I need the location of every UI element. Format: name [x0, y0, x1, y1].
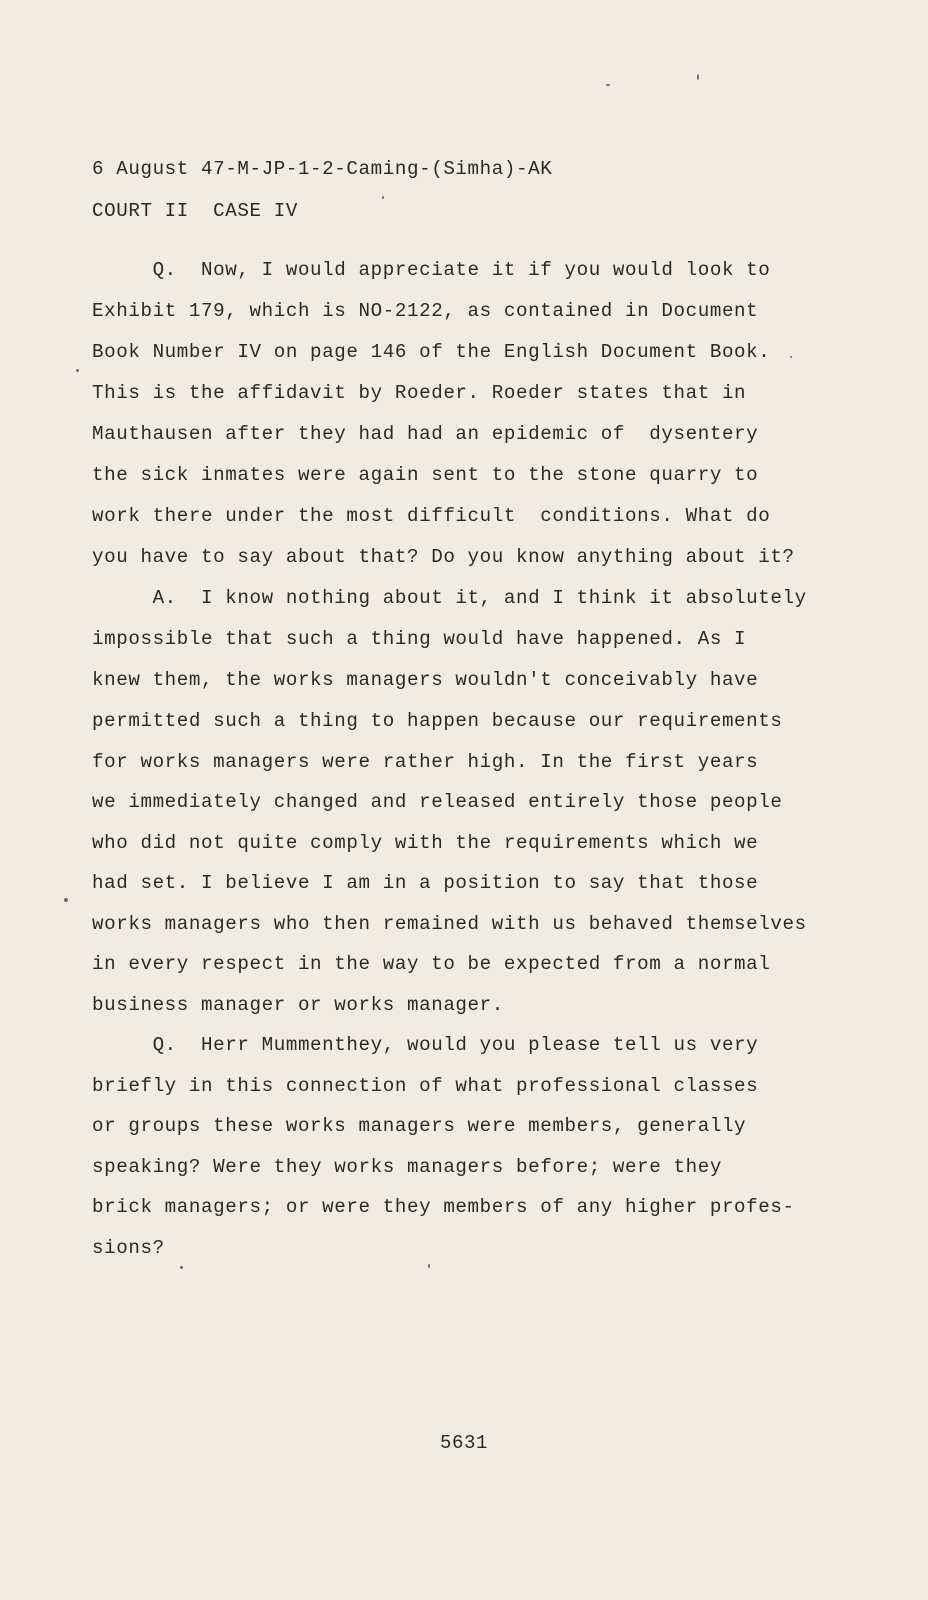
paper-speck: [382, 196, 384, 199]
transcript-line: the sick inmates were again sent to the stone quarry to: [92, 464, 759, 486]
transcript-line: Mauthausen after they had had an epidemic of dysentery: [92, 423, 759, 445]
transcript-line: Book Number IV on page 146 of the English Document Book.: [92, 341, 771, 363]
transcript-line: permitted such a thing to happen because our requirements: [92, 710, 783, 732]
transcript-line: briefly in this connection of what professional classes: [92, 1075, 759, 1097]
transcript-line: who did not quite comply with the requirements which we: [92, 832, 759, 854]
header-court-case-line: COURT II CASE IV: [92, 200, 298, 222]
transcript-line: had set. I believe I am in a position to say that those: [92, 872, 759, 894]
header-reference-line: 6 August 47-M-JP-1-2-Caming-(Simha)-AK: [92, 158, 553, 180]
transcript-line: for works managers were rather high. In the first years: [92, 751, 759, 773]
transcript-line: This is the affidavit by Roeder. Roeder states that in: [92, 382, 747, 404]
transcript-line: Q. Herr Mummenthey, would you please tell us very: [92, 1034, 759, 1056]
transcript-line: business manager or works manager.: [92, 994, 504, 1016]
transcript-line: brick managers; or were they members of any higher profes-: [92, 1196, 795, 1218]
paper-speck: [180, 1266, 183, 1269]
transcript-line: you have to say about that? Do you know anything about it?: [92, 546, 795, 568]
paper-speck: [697, 74, 699, 80]
transcript-line: we immediately changed and released entirely those people: [92, 791, 783, 813]
transcript-line: in every respect in the way to be expected from a normal: [92, 953, 771, 975]
paper-speck: [64, 898, 68, 902]
paper-speck: [76, 369, 79, 372]
transcript-line: speaking? Were they works managers before; were they: [92, 1156, 722, 1178]
transcript-line: sions?: [92, 1237, 165, 1259]
transcript-line: or groups these works managers were members, generally: [92, 1115, 747, 1137]
transcript-line: work there under the most difficult conditions. What do: [92, 505, 771, 527]
paper-speck: [606, 84, 610, 86]
transcript-line: A. I know nothing about it, and I think it absolutely: [92, 587, 807, 609]
page-number: 5631: [439, 1432, 488, 1454]
transcript-line: knew them, the works managers wouldn't conceivably have: [92, 669, 759, 691]
transcript-line: Exhibit 179, which is NO-2122, as contained in Document: [92, 300, 759, 322]
paper-speck: [790, 356, 792, 358]
transcript-line: impossible that such a thing would have happened. As I: [92, 628, 747, 650]
paper-speck: [428, 1264, 430, 1268]
transcript-line: works managers who then remained with us behaved themselves: [92, 913, 807, 935]
transcript-line: Q. Now, I would appreciate it if you would look to: [92, 259, 771, 281]
